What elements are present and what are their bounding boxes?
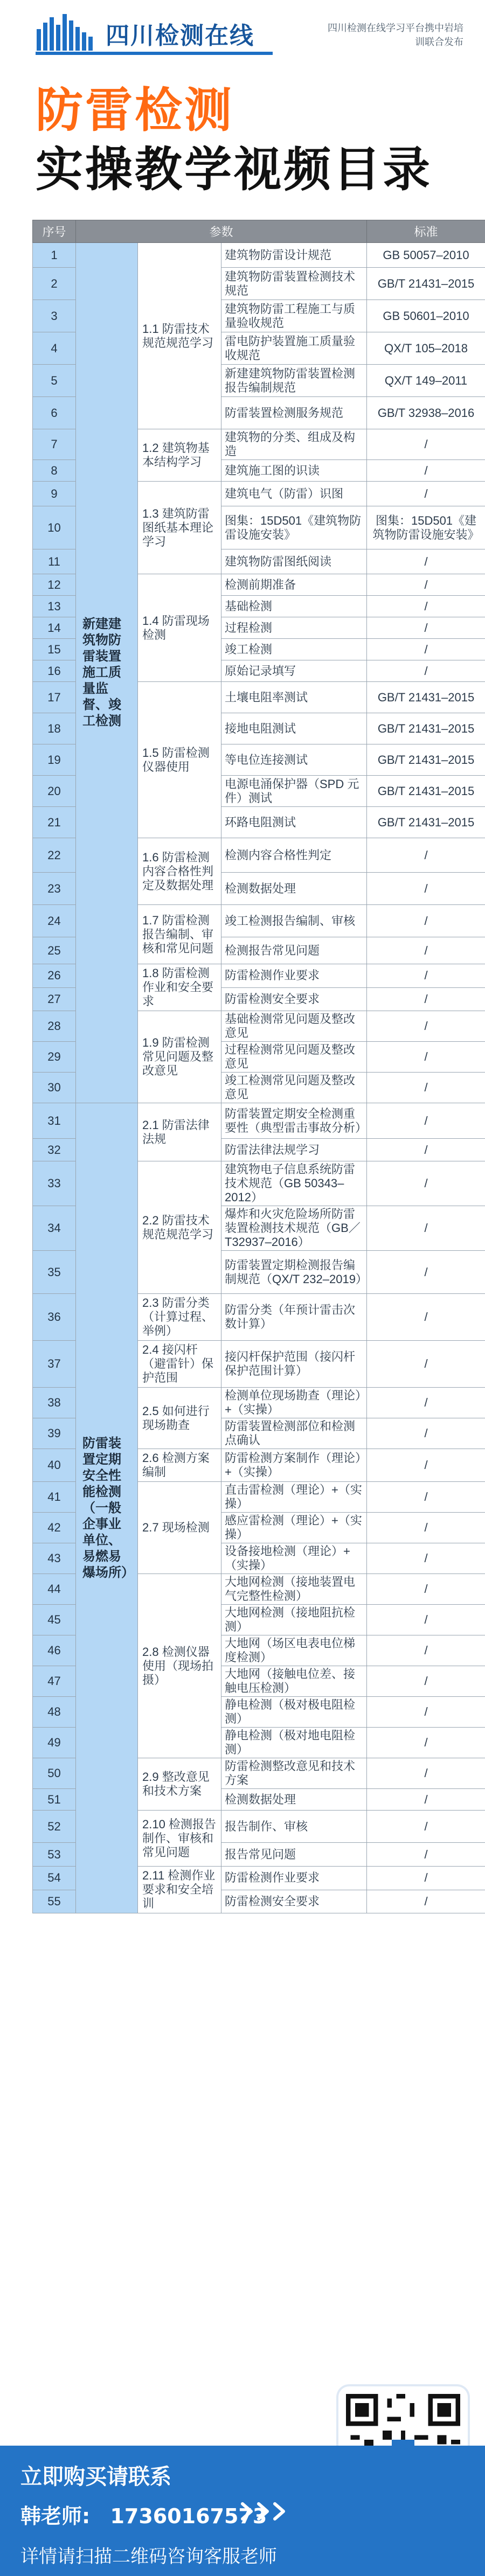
- row-number: 44: [33, 1574, 76, 1605]
- row-number: 51: [33, 1789, 76, 1811]
- row-number: 18: [33, 713, 76, 744]
- subcategory-cell: 2.8 检测仪器使用（现场拍摄）: [138, 1574, 221, 1758]
- topic-cell: 环路电阻测试: [221, 807, 367, 838]
- row-number: 24: [33, 905, 76, 937]
- row-number: 13: [33, 596, 76, 617]
- row-number: 10: [33, 506, 76, 549]
- standard-cell: /: [367, 617, 485, 639]
- topic-cell: 竣工检测报告编制、审核: [221, 905, 367, 937]
- subcategory-cell: 1.9 防雷检测常见问题及整改意见: [138, 1011, 221, 1103]
- topic-cell: 防雷装置定期安全检测重要性（典型雷击事故分析）: [221, 1103, 367, 1139]
- standard-cell: /: [367, 1543, 485, 1574]
- standard-cell: /: [367, 1811, 485, 1843]
- standard-cell: /: [367, 460, 485, 482]
- topic-cell: 感应雷检测（理论）+（实操）: [221, 1513, 367, 1543]
- standard-cell: /: [367, 1758, 485, 1789]
- standard-cell: GB/T 21431–2015: [367, 744, 485, 776]
- contact-phone[interactable]: 17360167573: [110, 2504, 267, 2528]
- standard-cell: /: [367, 987, 485, 1011]
- standard-cell: GB/T 21431–2015: [367, 268, 485, 300]
- standard-cell: /: [367, 1843, 485, 1867]
- topic-cell: 接闪杆保护范围（接闪杆保护范围计算）: [221, 1341, 367, 1388]
- topic-cell: 防雷检测作业要求: [221, 964, 367, 988]
- standard-cell: /: [367, 1341, 485, 1388]
- standard-cell: /: [367, 1206, 485, 1251]
- standard-cell: GB/T 21431–2015: [367, 776, 485, 807]
- row-number: 47: [33, 1666, 76, 1697]
- standard-cell: GB/T 32938–2016: [367, 397, 485, 429]
- topic-cell: 防雷分类（年预计雷击次数计算）: [221, 1294, 367, 1341]
- row-number: 27: [33, 987, 76, 1011]
- row-number: 54: [33, 1867, 76, 1890]
- row-number: 5: [33, 365, 76, 397]
- standard-cell: /: [367, 639, 485, 660]
- standard-cell: GB 50057–2010: [367, 243, 485, 268]
- topic-cell: 防雷装置检测部位和检测点确认: [221, 1418, 367, 1449]
- row-number: 38: [33, 1388, 76, 1418]
- row-number: 7: [33, 429, 76, 460]
- arrow-chevrons-icon: [237, 2501, 334, 2522]
- topic-cell: 基础检测常见问题及整改意见: [221, 1011, 367, 1042]
- topic-cell: 静电检测（极对极电阻检测）: [221, 1697, 367, 1728]
- subcategory-cell: 2.3 防雷分类（计算过程、举例）: [138, 1294, 221, 1341]
- table-header-row: [33, 220, 485, 243]
- standard-cell: /: [367, 937, 485, 964]
- catalog-table-wrapper: [32, 220, 485, 1913]
- subcategory-cell: 1.5 防雷检测仪器使用: [138, 682, 221, 838]
- row-number: 49: [33, 1728, 76, 1758]
- topic-cell: 防雷检测整改意见和技术方案: [221, 1758, 367, 1789]
- row-number: 11: [33, 549, 76, 574]
- topic-cell: 基础检测: [221, 596, 367, 617]
- standard-cell: /: [367, 1789, 485, 1811]
- topic-cell: 建筑施工图的识读: [221, 460, 367, 482]
- topic-cell: 防雷装置检测服务规范: [221, 397, 367, 429]
- row-number: 3: [33, 300, 76, 332]
- topic-cell: 建筑物防雷工程施工与质量验收规范: [221, 300, 367, 332]
- row-number: 4: [33, 332, 76, 365]
- row-number: 25: [33, 937, 76, 964]
- row-number: 52: [33, 1811, 76, 1843]
- topic-cell: 防雷检测方案制作（理论）+（实操）: [221, 1449, 367, 1482]
- topic-cell: 防雷装置定期检测报告编制规范（QX/T 232–2019）: [221, 1251, 367, 1294]
- standard-cell: /: [367, 660, 485, 682]
- header-note: 四川检测在线学习平台携中岩培训联合发布: [328, 23, 463, 48]
- row-number: 8: [33, 460, 76, 482]
- row-number: 19: [33, 744, 76, 776]
- standard-cell: GB 50601–2010: [367, 300, 485, 332]
- row-number: 34: [33, 1206, 76, 1251]
- topic-cell: 雷电防护装置施工质量验收规范: [221, 332, 367, 365]
- topic-cell: 检测前期准备: [221, 574, 367, 596]
- topic-cell: 建筑物防雷图纸阅读: [221, 549, 367, 574]
- topic-cell: 建筑物防雷设计规范: [221, 243, 367, 268]
- topic-cell: 报告制作、审核: [221, 1811, 367, 1843]
- row-number: 41: [33, 1482, 76, 1513]
- standard-cell: /: [367, 873, 485, 905]
- topic-cell: 大地网（场区电表电位梯度检测）: [221, 1635, 367, 1666]
- standard-cell: /: [367, 1073, 485, 1103]
- standard-cell: /: [367, 429, 485, 460]
- topic-cell: 防雷检测安全要求: [221, 987, 367, 1011]
- row-number: 45: [33, 1605, 76, 1635]
- row-number: 37: [33, 1341, 76, 1388]
- subcategory-cell: 2.6 检测方案编制: [138, 1449, 221, 1482]
- standard-cell: /: [367, 905, 485, 937]
- footer-qr-hint: 详情请扫描二维码咨询客服老师: [20, 2546, 277, 2567]
- topic-cell: 防雷法律法规学习: [221, 1139, 367, 1161]
- standard-cell: /: [367, 1042, 485, 1073]
- standard-cell: /: [367, 1103, 485, 1139]
- subcategory-cell: 2.7 现场检测: [138, 1482, 221, 1574]
- row-number: 2: [33, 268, 76, 300]
- standard-cell: /: [367, 596, 485, 617]
- title-line-2: 实操教学视频目录: [36, 142, 433, 197]
- standard-cell: /: [367, 1388, 485, 1418]
- row-number: 48: [33, 1697, 76, 1728]
- row-number: 40: [33, 1449, 76, 1482]
- title-line-1: 防雷检测: [36, 82, 234, 138]
- subcategory-cell: 1.6 防雷检测内容合格性判定及数据处理: [138, 838, 221, 905]
- row-number: 22: [33, 838, 76, 873]
- topic-cell: 竣工检测: [221, 639, 367, 660]
- row-number: 30: [33, 1073, 76, 1103]
- topic-cell: 过程检测常见问题及整改意见: [221, 1042, 367, 1073]
- subcategory-cell: 1.2 建筑物基本结构学习: [138, 429, 221, 482]
- row-number: 42: [33, 1513, 76, 1543]
- standard-cell: /: [367, 1697, 485, 1728]
- row-number: 23: [33, 873, 76, 905]
- topic-cell: 大地网检测（接地阻抗检测）: [221, 1605, 367, 1635]
- table-row: [33, 243, 485, 268]
- footer-cta: 立即购买请联系: [20, 2464, 171, 2489]
- topic-cell: 防雷检测作业要求: [221, 1867, 367, 1890]
- topic-cell: 设备接地检测（理论）+（实操）: [221, 1543, 367, 1574]
- subcategory-cell: 1.1 防雷技术规范规范学习: [138, 243, 221, 429]
- standard-cell: /: [367, 1666, 485, 1697]
- row-number: 6: [33, 397, 76, 429]
- row-number: 33: [33, 1161, 76, 1206]
- row-number: 29: [33, 1042, 76, 1073]
- topic-cell: 检测报告常见问题: [221, 937, 367, 964]
- row-number: 32: [33, 1139, 76, 1161]
- topic-cell: 建筑物电子信息系统防雷技术规范（GB 50343–2012）: [221, 1161, 367, 1206]
- subcategory-cell: 1.8 防雷检测作业和安全要求: [138, 964, 221, 1011]
- row-number: 12: [33, 574, 76, 596]
- standard-cell: /: [367, 482, 485, 506]
- standard-cell: QX/T 149–2011: [367, 365, 485, 397]
- header-standard: 标准: [367, 220, 485, 243]
- subcategory-cell: 2.11 检测作业要求和安全培训: [138, 1867, 221, 1913]
- standard-cell: /: [367, 1449, 485, 1482]
- topic-cell: 建筑物的分类、组成及构造: [221, 429, 367, 460]
- row-number: 35: [33, 1251, 76, 1294]
- subcategory-cell: 1.3 建筑防雷图纸基本理论学习: [138, 482, 221, 574]
- standard-cell: /: [367, 1635, 485, 1666]
- topic-cell: 大地网检测（接地装置电气完整性检测）: [221, 1574, 367, 1605]
- standard-cell: /: [367, 574, 485, 596]
- topic-cell: 电源电涌保护器（SPD 元件）测试: [221, 776, 367, 807]
- standard-cell: GB/T 21431–2015: [367, 682, 485, 713]
- standard-cell: /: [367, 1482, 485, 1513]
- standard-cell: /: [367, 1161, 485, 1206]
- city-skyline-logo-icon: [36, 13, 100, 52]
- row-number: 26: [33, 964, 76, 988]
- standard-cell: /: [367, 549, 485, 574]
- category-cell: 新建建筑物防雷装置施工质量监督、竣工检测: [76, 243, 138, 1103]
- row-number: 43: [33, 1543, 76, 1574]
- brand-underline: [36, 52, 273, 55]
- subcategory-cell: 2.10 检测报告制作、审核和常见问题: [138, 1811, 221, 1867]
- topic-cell: 防雷检测安全要求: [221, 1890, 367, 1913]
- standard-cell: GB/T 21431–2015: [367, 713, 485, 744]
- header: [0, 0, 485, 81]
- topic-cell: 图集：15D501《建筑物防雷设施安装》: [221, 506, 367, 549]
- topic-cell: 新建建筑物防雷装置检测报告编制规范: [221, 365, 367, 397]
- standard-cell: QX/T 105–2018: [367, 332, 485, 365]
- brand-name: 四川检测在线: [106, 22, 254, 50]
- subcategory-cell: 2.1 防雷法律法规: [138, 1103, 221, 1161]
- topic-cell: 竣工检测常见问题及整改意见: [221, 1073, 367, 1103]
- topic-cell: 检测数据处理: [221, 873, 367, 905]
- standard-cell: /: [367, 1574, 485, 1605]
- catalog-table: [32, 220, 485, 1913]
- header-no: 序号: [33, 220, 76, 243]
- row-number: 28: [33, 1011, 76, 1042]
- topic-cell: 大地网（接触电位差、接触电压检测）: [221, 1666, 367, 1697]
- standard-cell: /: [367, 838, 485, 873]
- standard-cell: /: [367, 1605, 485, 1635]
- standard-cell: /: [367, 1728, 485, 1758]
- topic-cell: 爆炸和火灾危险场所防雷装置检测技术规范（GB／T32937–2016）: [221, 1206, 367, 1251]
- topic-cell: 直击雷检测（理论）+（实操）: [221, 1482, 367, 1513]
- header-params: 参数: [76, 220, 367, 243]
- row-number: 46: [33, 1635, 76, 1666]
- standard-cell: /: [367, 964, 485, 988]
- topic-cell: 土壤电阻率测试: [221, 682, 367, 713]
- subcategory-cell: 1.7 防雷检测报告编制、审核和常见问题: [138, 905, 221, 964]
- topic-cell: 建筑物防雷装置检测技术规范: [221, 268, 367, 300]
- contact-name: 韩老师:: [20, 2504, 91, 2528]
- standard-cell: /: [367, 1513, 485, 1543]
- subcategory-cell: 2.4 接闪杆（避雷针）保护范围: [138, 1341, 221, 1388]
- topic-cell: 检测单位现场勘查（理论）+（实操）: [221, 1388, 367, 1418]
- subcategory-cell: 2.5 如何进行现场勘查: [138, 1388, 221, 1449]
- row-number: 14: [33, 617, 76, 639]
- standard-cell: /: [367, 1294, 485, 1341]
- footer-contact: [20, 2500, 267, 2529]
- topic-cell: 检测数据处理: [221, 1789, 367, 1811]
- subcategory-cell: 2.2 防雷技术规范规范学习: [138, 1161, 221, 1294]
- topic-cell: 报告常见问题: [221, 1843, 367, 1867]
- row-number: 20: [33, 776, 76, 807]
- row-number: 31: [33, 1103, 76, 1139]
- row-number: 17: [33, 682, 76, 713]
- row-number: 21: [33, 807, 76, 838]
- row-number: 36: [33, 1294, 76, 1341]
- subcategory-cell: 1.4 防雷现场检测: [138, 574, 221, 682]
- row-number: 39: [33, 1418, 76, 1449]
- row-number: 53: [33, 1843, 76, 1867]
- standard-cell: /: [367, 1011, 485, 1042]
- topic-cell: 建筑电气（防雷）识图: [221, 482, 367, 506]
- standard-cell: /: [367, 1139, 485, 1161]
- page-title: [0, 81, 485, 199]
- standard-cell: /: [367, 1890, 485, 1913]
- row-number: 9: [33, 482, 76, 506]
- table-body: [33, 243, 485, 1913]
- standard-cell: 图集：15D501《建筑物防雷设施安装》: [367, 506, 485, 549]
- standard-cell: /: [367, 1251, 485, 1294]
- topic-cell: 过程检测: [221, 617, 367, 639]
- row-number: 15: [33, 639, 76, 660]
- row-number: 55: [33, 1890, 76, 1913]
- standard-cell: /: [367, 1418, 485, 1449]
- footer-contact-banner: [0, 2446, 485, 2576]
- table-row: [33, 1103, 485, 1139]
- topic-cell: 静电检测（极对地电阻检测）: [221, 1728, 367, 1758]
- topic-cell: 检测内容合格性判定: [221, 838, 367, 873]
- row-number: 16: [33, 660, 76, 682]
- standard-cell: /: [367, 1867, 485, 1890]
- subcategory-cell: 2.9 整改意见和技术方案: [138, 1758, 221, 1811]
- row-number: 50: [33, 1758, 76, 1789]
- topic-cell: 接地电阻测试: [221, 713, 367, 744]
- row-number: 1: [33, 243, 76, 268]
- category-cell: 防雷装置定期安全性能检测（一般企事业单位、易燃易爆场所）: [76, 1103, 138, 1913]
- standard-cell: GB/T 21431–2015: [367, 807, 485, 838]
- topic-cell: 等电位连接测试: [221, 744, 367, 776]
- topic-cell: 原始记录填写: [221, 660, 367, 682]
